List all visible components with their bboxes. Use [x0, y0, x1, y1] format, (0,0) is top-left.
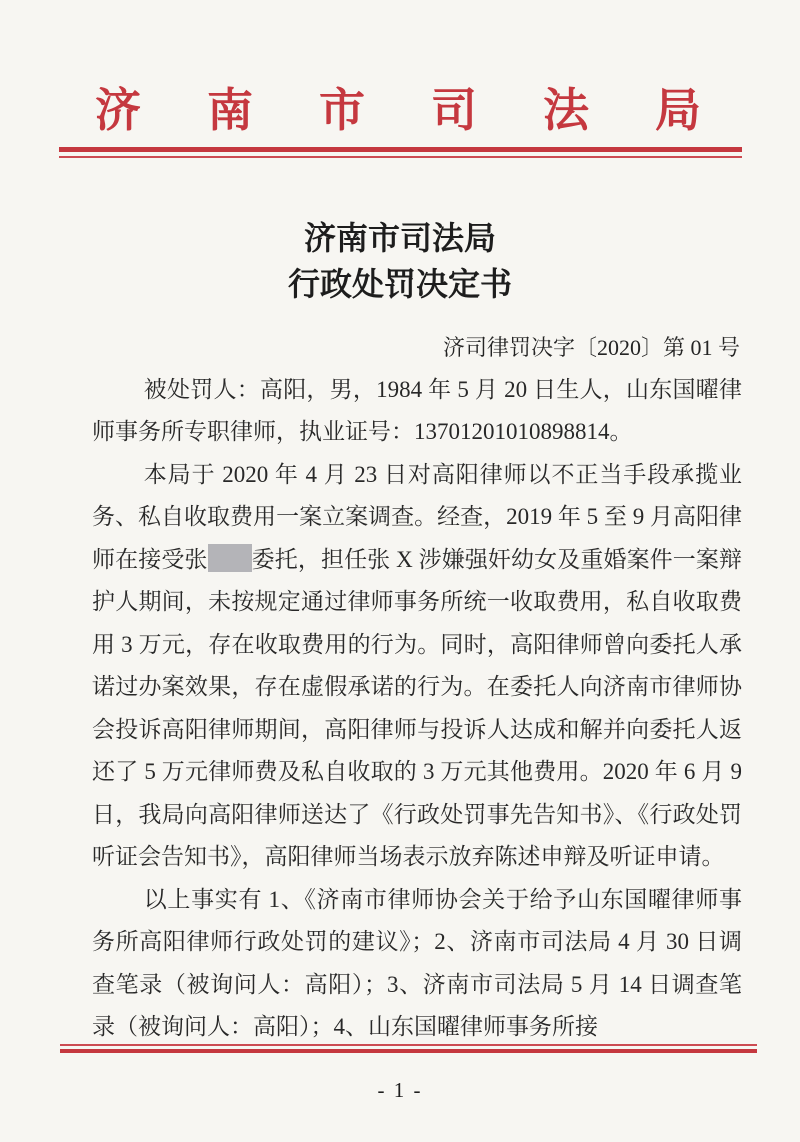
- document-title-line2: 行政处罚决定书: [287, 265, 512, 302]
- footer-rule-thick-line: [60, 1049, 757, 1053]
- letterhead-rule: [59, 147, 742, 158]
- paragraph-evidence: [92, 879, 742, 1049]
- page-number: - 1 -: [377, 1078, 423, 1102]
- paragraph-evidence-text: 以上事实有 1、《济南市律师协会关于给予山东国曜律师事务所高阳律师行政处罚的建议》；2、济南市司法局 4 月 30 日调查笔录（被询问人：高阳）；3、济南市司法局 5 月 14 日调查笔录（被询问人：高阳）；4、山东国曜律师事务所接: [92, 886, 742, 1040]
- letterhead-agency-name: 济南市司法局: [95, 85, 767, 136]
- paragraph-subject-text: 被处罚人：高阳，男，1984 年 5 月 20 日生人，山东国曜律师事务所专职律师，执业证号：13701201010898814。: [92, 376, 742, 445]
- paragraph-findings: [92, 454, 742, 879]
- redaction-box: [208, 544, 252, 572]
- document-number: 济司律罚决字〔2020〕第 01 号: [442, 334, 740, 360]
- document-title-line1: 济南市司法局: [303, 219, 496, 256]
- paragraph-subject: [92, 369, 742, 454]
- document-body: [92, 369, 742, 1049]
- paragraph-findings-text-after: 委托，担任张 X 涉嫌强奸幼女及重婚案件一案辩护人期间，未按规定通过律师事务所统一收取费用，私自收取费用 3 万元，存在收取费用的行为。同时，高阳律师曾向委托人承诺过办案效果，存在虚假承诺的行为。在委托人向济南市律师协会投诉高阳律师期间，高阳律师与投诉人达成和解并向委托人返还了 5 万元律师费及私自收取的 3 万元其他费用。2020 年 6 月 9 日，我局向高阳律师送达了《行政处罚事先告知书》、《行政处罚听证会告知书》，高阳律师当场表示放弃陈述申辩及听证申请。: [92, 546, 743, 870]
- footer-rule: [60, 1044, 757, 1053]
- paragraph-findings-text-before: 本局于 2020 年 4 月 23 日对高阳律师以不正当手段承揽业务、私自收取费用一案立案调查。经查，2019 年 5 至 9 月高阳律师在接受张: [92, 461, 742, 572]
- letterhead-rule-thin-line: [59, 156, 742, 158]
- document-title: [0, 215, 800, 307]
